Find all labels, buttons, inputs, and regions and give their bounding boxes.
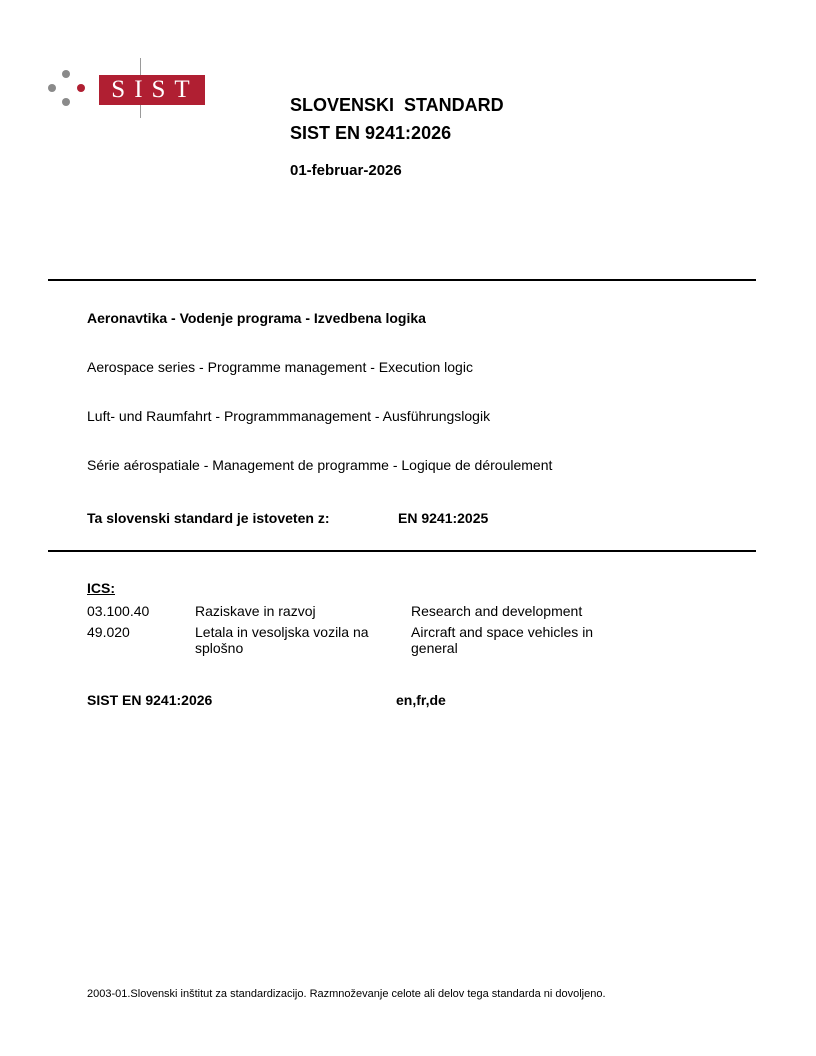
logo-dot (62, 70, 70, 78)
ics-code: 49.020 (87, 624, 130, 640)
ics-description-slovenian: Raziskave in razvoj (195, 603, 316, 619)
ics-description-slovenian: Letala in vesoljska vozila na splošno (195, 624, 369, 656)
standard-heading: SLOVENSKI STANDARD (290, 95, 504, 115)
sist-logo (99, 75, 205, 105)
identity-value: EN 9241:2025 (398, 510, 489, 526)
standard-code: SIST EN 9241:2026 (290, 123, 452, 143)
logo-dots (46, 66, 86, 108)
middle-divider (48, 550, 756, 552)
logo-text: SIST (111, 76, 199, 103)
logo-dot (48, 84, 56, 92)
logo-dot (62, 98, 70, 106)
identity-label: Ta slovenski standard je istoveten z: (87, 510, 330, 526)
copyright-footer: 2003-01.Slovenski inštitut za standardizacijo. Razmnoževanje celote ali delov tega standarda ni dovoljeno. (87, 988, 606, 1000)
title-english: Aerospace series - Programme management - Execution logic (87, 359, 473, 375)
summary-languages: en,fr,de (396, 692, 446, 708)
top-divider (48, 279, 756, 281)
ics-code: 03.100.40 (87, 603, 150, 619)
title-german: Luft- und Raumfahrt - Programmmanagement - Ausführungslogik (87, 408, 491, 424)
logo-dot-accent (77, 84, 85, 92)
publication-date: 01-februar-2026 (290, 162, 402, 179)
ics-description-english: Aircraft and space vehicles in general (411, 624, 594, 656)
ics-description-english: Research and development (411, 603, 583, 619)
title-slovenian: Aeronavtika - Vodenje programa - Izvedbena logika (87, 310, 426, 326)
summary-code: SIST EN 9241:2026 (87, 692, 213, 708)
ics-heading: ICS: (87, 580, 115, 596)
title-french: Série aérospatiale - Management de programme - Logique de déroulement (87, 457, 553, 473)
